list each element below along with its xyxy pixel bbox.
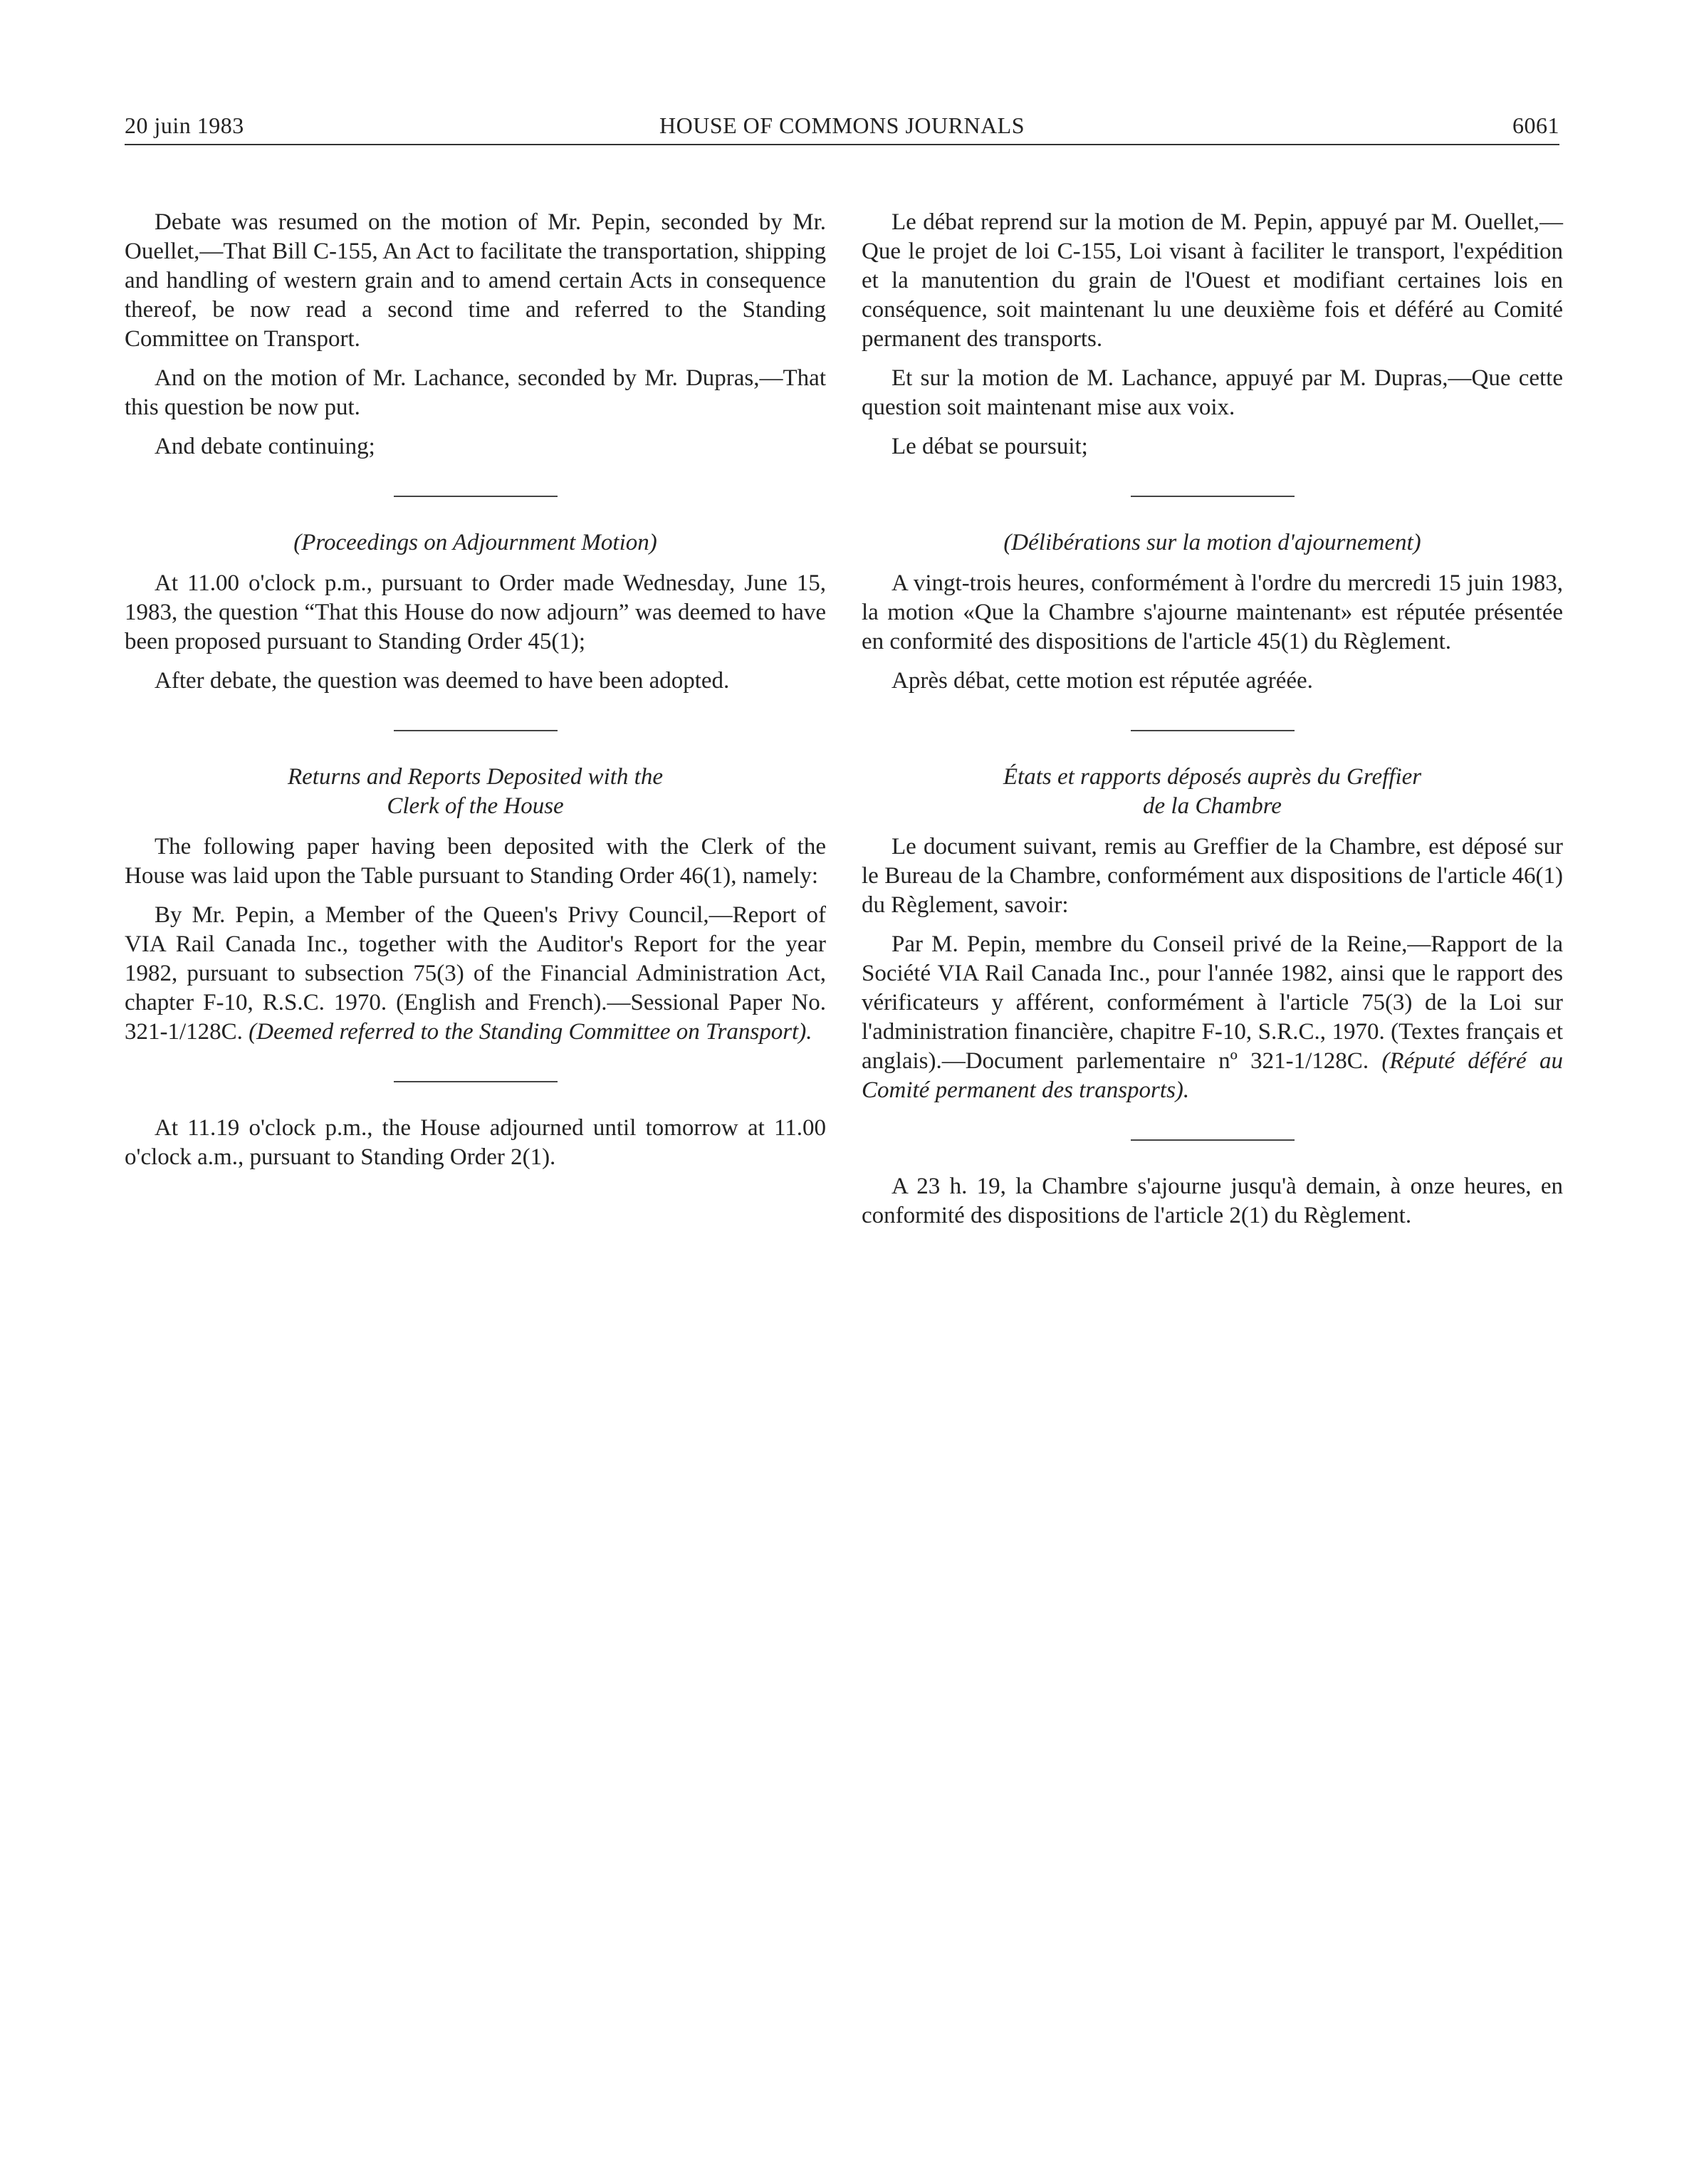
en-house-adjourned-paragraph: At 11.19 o'clock p.m., the House adjourned until tomorrow at 11.00 o'clock a.m., pursuant to Standing Order 2(1). (125, 1115, 826, 1170)
en-debate-continuing-paragraph: And debate continuing; (155, 434, 375, 459)
section-divider (1131, 1139, 1295, 1141)
section-divider (394, 730, 558, 731)
en-returns-heading-line2: Clerk of the House (387, 793, 564, 819)
fr-debate-continuing-paragraph: Le débat se poursuit; (892, 434, 1088, 459)
fr-deposited-paper-paragraph: Le document suivant, remis au Greffier de la Chambre, est déposé sur le Bureau de la Chambre, conformément aux dispositions de l'article 46(1) du Règlement, savoir: (862, 834, 1563, 918)
header-date: 20 juin 1983 (125, 113, 244, 138)
en-adjournment-heading-text: (Proceedings on Adjournment Motion) (293, 530, 657, 555)
fr-house-adjourned-paragraph: A 23 h. 19, la Chambre s'ajourne jusqu'à demain, à onze heures, en conformité des dispositions de l'article 2(1) du Règlement. (862, 1174, 1563, 1228)
en-adjournment-heading (125, 528, 826, 558)
section-divider (1131, 730, 1295, 731)
header-title: HOUSE OF COMMONS JOURNALS (659, 113, 1025, 138)
en-after-debate-paragraph: After debate, the question was deemed to have been adopted. (155, 668, 730, 694)
en-adjournment-paragraph: At 11.00 o'clock p.m., pursuant to Order made Wednesday, June 15, 1983, the question “That this House do now adjourn” was deemed to have been proposed pursuant to Standing Order 45(1); (125, 570, 826, 654)
section-divider (394, 1081, 558, 1082)
fr-lachance-motion-paragraph: Et sur la motion de M. Lachance, appuyé par M. Dupras,—Que cette question soit maintenant mise aux voix. (862, 365, 1563, 420)
fr-via-rail-report-paragraph (862, 930, 1563, 1105)
en-returns-heading (125, 763, 826, 821)
fr-via-rail-report-text: Par M. Pepin, membre du Conseil privé de la Reine,—Rapport de la Société VIA Rail Canada Inc., pour l'année 1982, ainsi que le rapport des vérificateurs y afférent, conformément à l'article 75(3) de la Loi sur l'administration financière, chapitre F-10, S.R.C., 1970. (Textes français et anglais).—Document parlementaire nº 321-1/128C. (862, 931, 1563, 1074)
english-column (125, 208, 826, 1182)
section-divider (1131, 496, 1295, 497)
en-via-rail-report-text: By Mr. Pepin, a Member of the Queen's Privy Council,—Report of VIA Rail Canada Inc., together with the Auditor's Report for the year 1982, pursuant to subsection 75(3) of the Financial Administration Act, chapter F-10, R.S.C. 1970. (English and French).—Sessional Paper No. 321-1/128C. (125, 902, 826, 1045)
fr-returns-heading-line2: de la Chambre (1143, 793, 1282, 819)
fr-adjournment-heading (862, 528, 1563, 558)
fr-adjournment-paragraph: A vingt-trois heures, conformément à l'ordre du mercredi 15 juin 1983, la motion «Que la Chambre s'ajourne maintenant» est réputée présentée en conformité des dispositions de l'article 45(1) du Règlement. (862, 570, 1563, 654)
en-deposited-paper-paragraph: The following paper having been deposited with the Clerk of the House was laid upon the Table pursuant to Standing Order 46(1), namely: (125, 834, 826, 889)
en-debate-resumed-paragraph: Debate was resumed on the motion of Mr. Pepin, seconded by Mr. Ouellet,—That Bill C-155, An Act to facilitate the transportation, shipping and handling of western grain and to amend certain Acts in consequence thereof, be now read a second time and referred to the Standing Committee on Transport. (125, 209, 826, 352)
fr-returns-heading-line1: États et rapports déposés auprès du Greffier (1003, 764, 1422, 790)
section-divider (394, 496, 558, 497)
fr-via-rail-report-referral: (Réputé déféré au Comité permanent des transports). (862, 1048, 1563, 1103)
french-column (862, 208, 1563, 1240)
fr-after-debate-paragraph: Après débat, cette motion est réputée agréée. (892, 668, 1313, 694)
fr-returns-heading (862, 763, 1563, 821)
en-lachance-motion-paragraph: And on the motion of Mr. Lachance, seconded by Mr. Dupras,—That this question be now put. (125, 365, 826, 420)
header-page-number: 6061 (1512, 113, 1559, 138)
en-via-rail-report-paragraph (125, 901, 826, 1047)
fr-adjournment-heading-text: (Délibérations sur la motion d'ajournement) (1003, 530, 1421, 555)
fr-debate-resumed-paragraph: Le débat reprend sur la motion de M. Pepin, appuyé par M. Ouellet,—Que le projet de loi C-155, Loi visant à faciliter le transport, l'expédition et la manutention du grain de l'Ouest et modifiant certaines lois en conséquence, soit maintenant lu une deuxième fois et déféré au Comité permanent des transports. (862, 209, 1563, 352)
en-via-rail-report-referral: (Deemed referred to the Standing Committee on Transport). (249, 1019, 812, 1045)
page-header (125, 108, 1559, 145)
en-returns-heading-line1: Returns and Reports Deposited with the (287, 764, 664, 790)
